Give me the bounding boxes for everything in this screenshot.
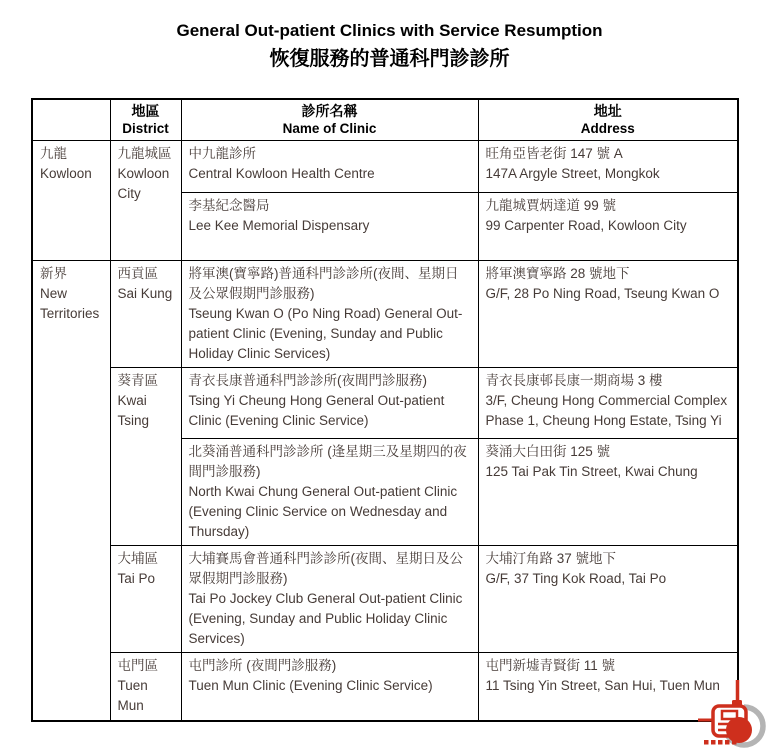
header-address-en: Address <box>580 121 635 136</box>
clinic-name-en: Central Kowloon Health Centre <box>188 166 375 181</box>
clinic-addr-en: 3/F, Cheung Hong Commercial Complex Phase 1, Cheung Hong Estate, Tsing Yi <box>485 393 728 428</box>
table-row <box>32 261 738 368</box>
header-address <box>478 99 738 141</box>
clinic-addr-zh: 九龍城賈炳達道 99 號 <box>485 198 617 213</box>
district-cell-sai-kung <box>110 261 181 368</box>
clinic-addr-en: 147A Argyle Street, Mongkok <box>485 166 660 181</box>
header-region-blank <box>32 99 110 141</box>
clinic-addr-zh: 青衣長康邨長康一期商場 3 樓 <box>485 373 663 388</box>
clinic-name-zh: 大埔賽馬會普通科門診診所(夜間、星期日及公眾假期門診服務) <box>188 551 463 586</box>
region-en: New Territories <box>40 286 100 321</box>
clinic-address-cell <box>478 193 738 261</box>
header-district <box>110 99 181 141</box>
clinic-address-cell <box>478 141 738 193</box>
district-en: Tai Po <box>117 571 156 586</box>
district-zh: 九龍城區 <box>117 146 172 161</box>
district-cell-tai-po <box>110 546 181 653</box>
clinic-name-cell <box>181 193 478 261</box>
clinic-name-zh: 將軍澳(寶寧路)普通科門診診所(夜間、星期日及公眾假期門診服務) <box>188 266 459 301</box>
clinic-addr-en: G/F, 37 Ting Kok Road, Tai Po <box>485 571 667 586</box>
clinic-name-en: Tai Po Jockey Club General Out-patient Clinic (Evening, Sunday and Public Holiday Clinic Services) <box>188 591 463 646</box>
header-district-en: District <box>122 121 169 136</box>
district-cell-tuen-mun <box>110 653 181 721</box>
clinic-addr-zh: 屯門新墟青賢街 11 號 <box>485 658 616 673</box>
clinic-addr-zh: 大埔汀角路 37 號地下 <box>485 551 617 566</box>
clinic-name-zh: 中九龍診所 <box>188 146 256 161</box>
clinic-name-cell <box>181 368 478 439</box>
clinic-address-cell <box>478 546 738 653</box>
district-zh: 屯門區 <box>117 658 158 673</box>
clinic-addr-en: 125 Tai Pak Tin Street, Kwai Chung <box>485 464 698 479</box>
clinic-name-cell <box>181 546 478 653</box>
clinic-address-cell <box>478 261 738 368</box>
dot-character-logo-icon <box>698 680 777 752</box>
clinic-addr-zh: 將軍澳寶寧路 28 號地下 <box>485 266 630 281</box>
dot-logo-svg <box>698 680 777 752</box>
header-address-zh: 地址 <box>593 103 622 119</box>
clinic-addr-zh: 旺角亞皆老街 147 號 A <box>485 146 623 161</box>
clinic-address-cell <box>478 439 738 546</box>
header-clinic-name-zh: 診所名稱 <box>301 103 358 119</box>
clinic-name-en: Lee Kee Memorial Dispensary <box>188 218 370 233</box>
district-en: Tuen Mun <box>117 678 148 713</box>
table-header-row <box>32 99 738 141</box>
region-cell-new-territories <box>32 261 110 721</box>
page-title-zh: 恢復服務的普通科門診診所 <box>269 48 510 70</box>
header-clinic-name <box>181 99 478 141</box>
table-row <box>32 368 738 439</box>
clinic-name-cell <box>181 261 478 368</box>
clinic-name-en: Tuen Mun Clinic (Evening Clinic Service) <box>188 678 433 693</box>
clinic-name-en: North Kwai Chung General Out-patient Clinic (Evening Clinic Service on Wednesday and Thursday) <box>188 484 458 539</box>
clinic-name-zh: 青衣長康普通科門診診所(夜間門診服務) <box>188 373 427 388</box>
header-clinic-name-en: Name of Clinic <box>282 121 377 136</box>
clinic-address-cell <box>478 368 738 439</box>
clinic-addr-en: 99 Carpenter Road, Kowloon City <box>485 218 687 233</box>
region-en: Kowloon <box>40 166 92 181</box>
table-row <box>32 141 738 193</box>
region-zh: 新界 <box>40 266 67 281</box>
district-cell-kowloon-city <box>110 141 181 261</box>
clinic-name-en: Tseung Kwan O (Po Ning Road) General Out-patient Clinic (Evening, Sunday and Public Holiday Clinic Services) <box>188 306 463 361</box>
district-en: Sai Kung <box>117 286 173 301</box>
clinic-name-cell <box>181 141 478 193</box>
table-row <box>32 653 738 721</box>
clinic-name-cell <box>181 653 478 721</box>
clinic-name-cell <box>181 439 478 546</box>
page-title <box>0 20 779 73</box>
header-district-zh: 地區 <box>131 103 160 119</box>
clinic-name-zh: 屯門診所 (夜間門診服務) <box>188 658 337 673</box>
region-zh: 九龍 <box>40 146 67 161</box>
page-title-en: General Out-patient Clinics with Service Resumption <box>176 21 603 40</box>
district-cell-kwai-tsing <box>110 368 181 546</box>
table-row <box>32 546 738 653</box>
clinic-addr-zh: 葵涌大白田街 125 號 <box>485 444 611 459</box>
district-zh: 西貢區 <box>117 266 158 281</box>
district-en: Kowloon City <box>117 166 170 201</box>
clinic-addr-en: 11 Tsing Yin Street, San Hui, Tuen Mun <box>485 678 720 693</box>
clinic-name-zh: 李基紀念醫局 <box>188 198 270 213</box>
district-zh: 大埔區 <box>117 551 158 566</box>
clinic-addr-en: G/F, 28 Po Ning Road, Tseung Kwan O <box>485 286 720 301</box>
district-zh: 葵青區 <box>117 373 158 388</box>
clinic-name-zh: 北葵涌普通科門診診所 (逢星期三及星期四的夜間門診服務) <box>188 444 467 479</box>
clinics-table <box>31 98 739 722</box>
district-en: Kwai Tsing <box>117 393 150 428</box>
clinic-name-en: Tsing Yi Cheung Hong General Out-patient Clinic (Evening Clinic Service) <box>188 393 445 428</box>
region-cell-kowloon <box>32 141 110 261</box>
